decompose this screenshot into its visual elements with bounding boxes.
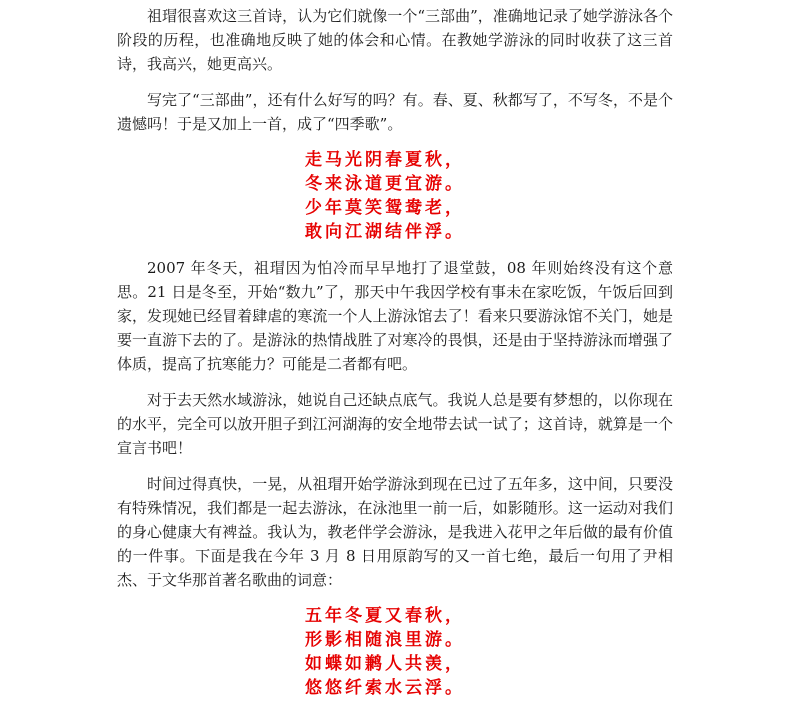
poem-line: 敢向江湖结伴浮。 <box>305 222 465 242</box>
poem-line: 冬来泳道更宜游。 <box>305 174 465 194</box>
poem-line: 形影相随浪里游。 <box>305 630 465 650</box>
poem-line: 少年莫笑鸳鸯老， <box>305 198 465 218</box>
poem-five-years <box>117 604 673 700</box>
paragraph-4: 对于去天然水域游泳，她说自己还缺点底气。我说人总是要有梦想的，以你现在的水平，完全可以放开胆子到江河湖海的安全地带去试一试了；这首诗，就算是一个宣言书吧！ <box>117 391 673 457</box>
poem-line: 悠悠纤索水云浮。 <box>305 678 465 698</box>
poem-line: 如蝶如鹣人共羡， <box>305 654 465 674</box>
paragraph-1: 祖瑁很喜欢这三首诗，认为它们就像一个“三部曲”，准确地记录了她学游泳各个阶段的历程，也准确地反映了她的体会和心情。在教她学游泳的同时收获了这三首诗，我高兴，她更高兴。 <box>117 7 673 73</box>
paragraph-5: 时间过得真快，一晃，从祖瑁开始学游泳到现在已过了五年多，这中间，只要没有特殊情况，我们都是一起去游泳，在泳池里一前一后，如影随形。这一运动对我们的身心健康大有裨益。我认为，教老伴学会游泳，是我进入花甲之年后做的最有价值的一件事。下面是我在今年 3 月 8 日用原韵写的又一首七绝，最后一句用了尹相杰、于文华那首著名歌曲的词意： <box>117 475 673 589</box>
poem-line: 五年冬夏又春秋， <box>305 606 465 626</box>
poem-line: 走马光阴春夏秋， <box>305 150 465 170</box>
article-body <box>117 4 673 712</box>
poem-four-seasons <box>117 148 673 244</box>
paragraph-3: 2007 年冬天，祖瑁因为怕冷而早早地打了退堂鼓，08 年则始终没有这个意思。21 日是冬至，开始“数九”了，那天中午我因学校有事未在家吃饭，午饭后回到家，发现她已经冒着肆虐的寒流一个人上游泳馆去了！看来只要游泳馆不关门，她是要一直游下去的了。是游泳的热情战胜了对寒冷的畏惧，还是由于坚持游泳而增强了体质，提高了抗寒能力？可能是二者都有吧。 <box>117 259 673 373</box>
paragraph-2: 写完了“三部曲”，还有什么好写的吗？有。春、夏、秋都写了，不写冬，不是个遗憾吗！于是又加上一首，成了“四季歌”。 <box>117 91 673 133</box>
